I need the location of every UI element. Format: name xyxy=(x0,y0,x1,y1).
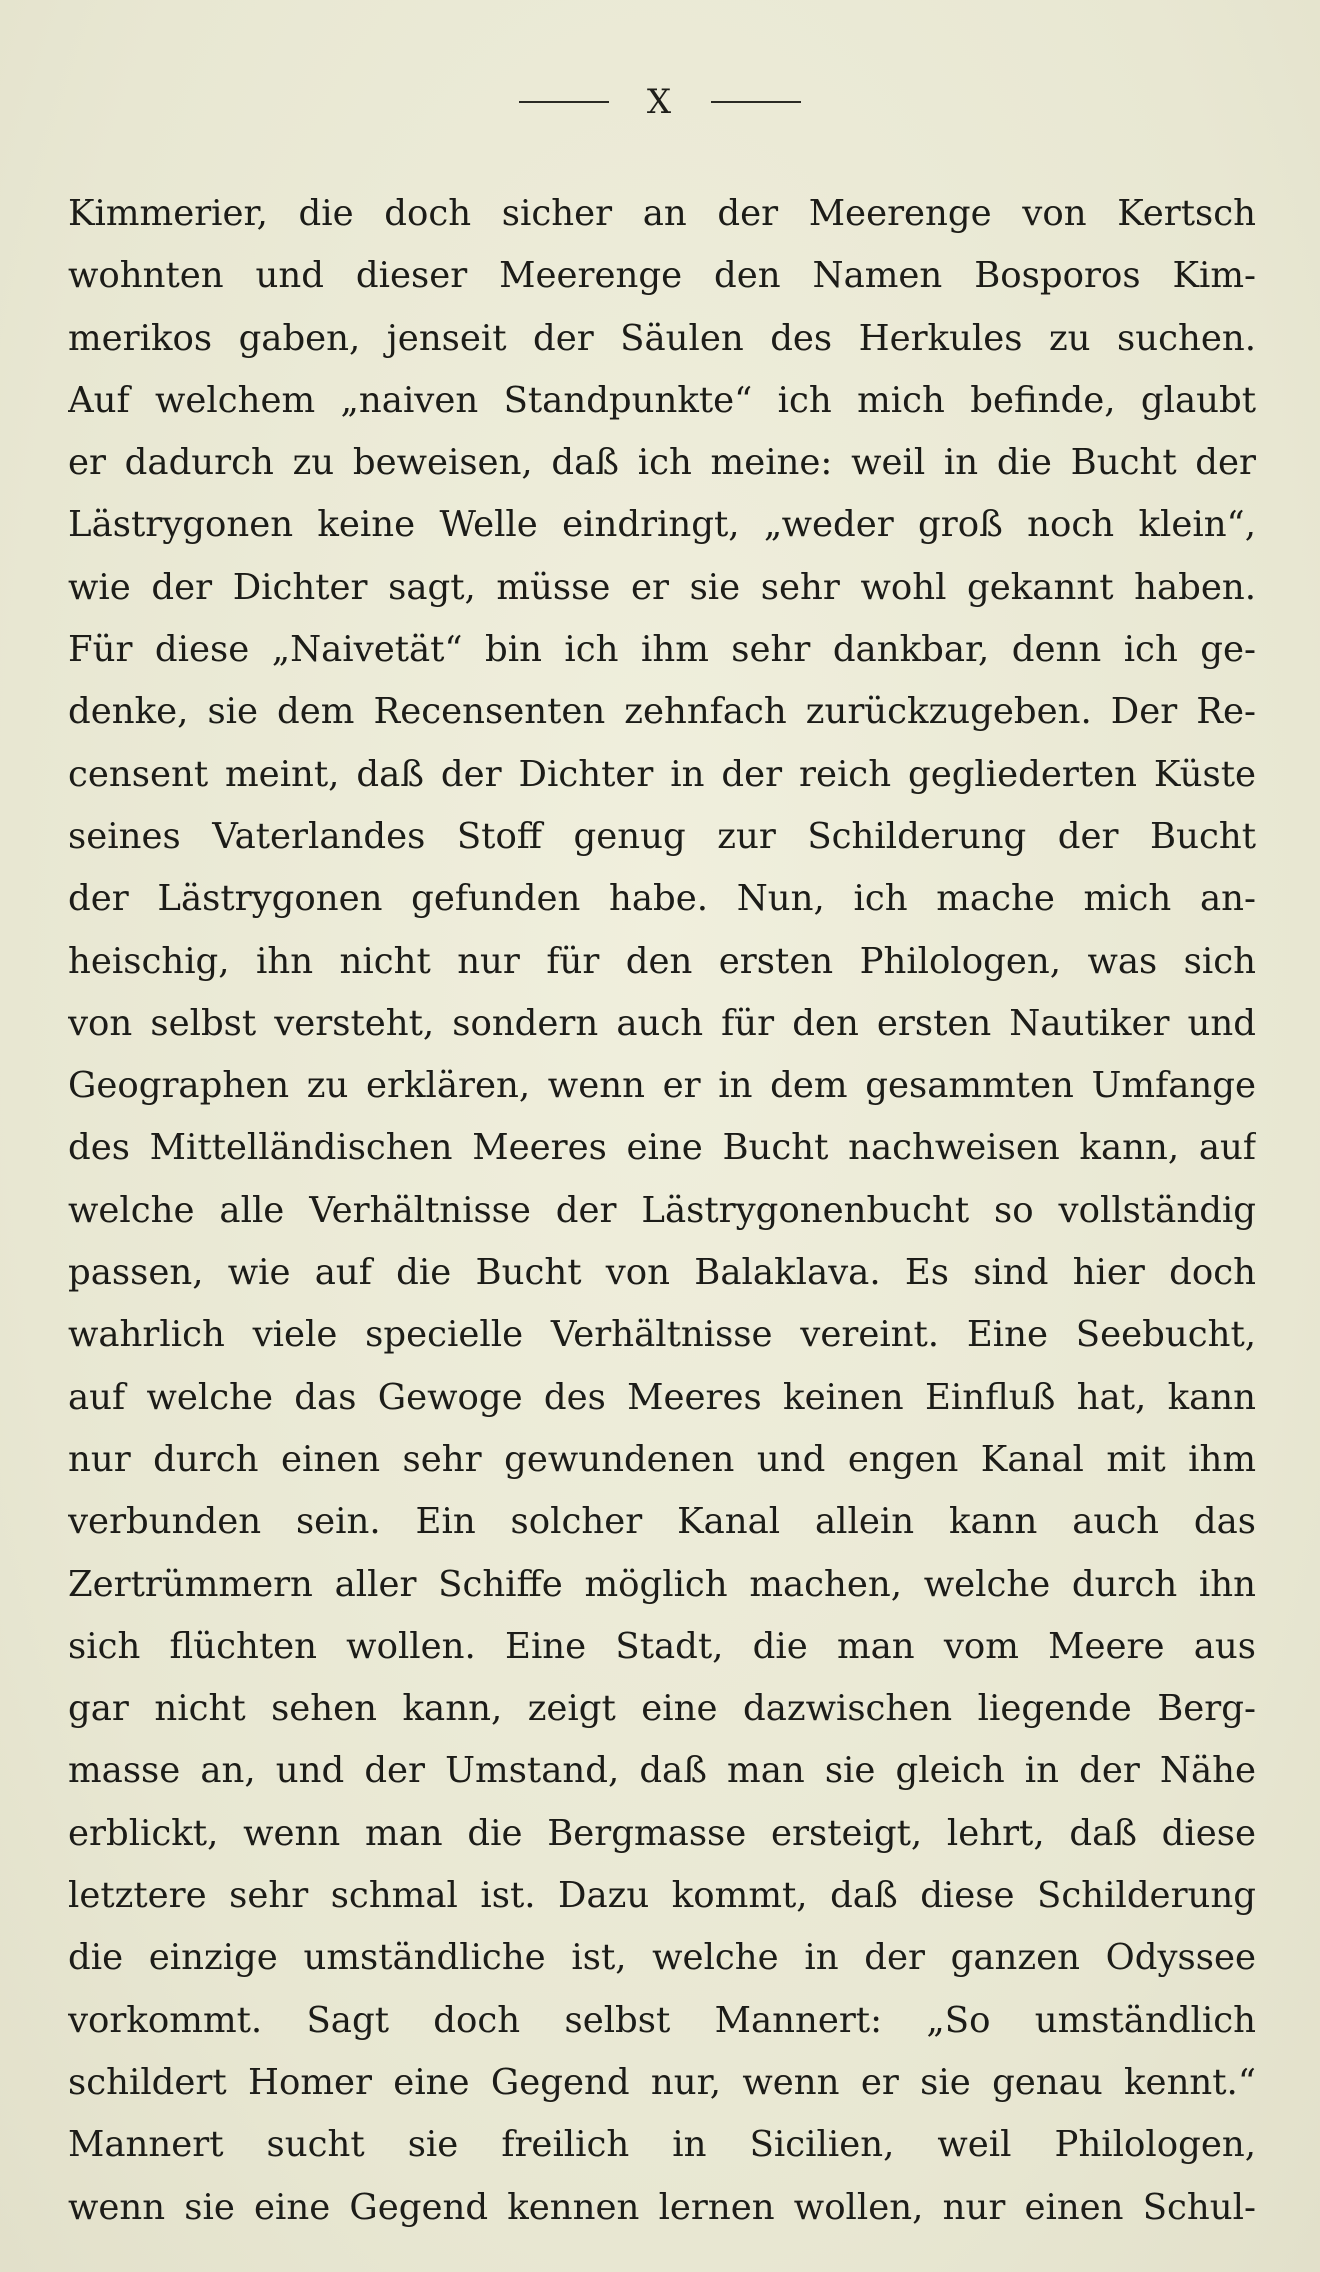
text-line: nur durch einen sehr gewundenen und engen Kanal mit ihm xyxy=(68,1438,1256,1480)
header-rule-right xyxy=(711,101,801,103)
text-line: erblickt, wenn man die Bergmasse ersteigt, lehrt, daß diese xyxy=(68,1812,1256,1854)
text-line: gar nicht sehen kann, zeigt eine dazwischen liegende Berg- xyxy=(68,1688,1256,1730)
text-line: Auf welchem „naiven Standpunkte“ ich mich befinde, glaubt xyxy=(68,379,1256,421)
text-line: Geographen zu erklären, wenn er in dem gesammten Umfange xyxy=(68,1065,1256,1107)
header-rule-left xyxy=(519,101,609,103)
text-line: vorkommt. Sagt doch selbst Mannert: „So umständlich xyxy=(68,1999,1256,2041)
text-line: von selbst versteht, sondern auch für den ersten Nautiker und xyxy=(68,1002,1256,1044)
text-line: wie der Dichter sagt, müsse er sie sehr wohl gekannt haben. xyxy=(68,566,1256,608)
text-line: censent meint, daß der Dichter in der reich gegliederten Küste xyxy=(68,753,1256,795)
text-line: wohnten und dieser Meerenge den Namen Bosporos Kim- xyxy=(68,255,1256,297)
text-line: seines Vaterlandes Stoff genug zur Schilderung der Bucht xyxy=(68,815,1256,857)
text-line: Zertrümmern aller Schiffe möglich machen, welche durch ihn xyxy=(68,1563,1256,1605)
text-line: auf welche das Gewoge des Meeres keinen Einfluß hat, kann xyxy=(68,1376,1256,1418)
text-line: die einzige umständliche ist, welche in der ganzen Odyssee xyxy=(68,1937,1256,1979)
text-line: schildert Homer eine Gegend nur, wenn er sie genau kennt.“ xyxy=(68,2061,1256,2103)
text-line: letztere sehr schmal ist. Dazu kommt, daß diese Schilderung xyxy=(68,1875,1256,1917)
text-line: Kimmerier, die doch sicher an der Meerenge von Kertsch xyxy=(68,193,1256,234)
page-number: X xyxy=(646,82,674,122)
body-text xyxy=(68,183,1256,2239)
text-line: wahrlich viele specielle Verhältnisse vereint. Eine Seebucht, xyxy=(68,1314,1256,1356)
text-line: merikos gaben, jenseit der Säulen des Herkules zu suchen. xyxy=(68,317,1256,359)
text-line: verbunden sein. Ein solcher Kanal allein kann auch das xyxy=(68,1501,1256,1543)
text-line: sich flüchten wollen. Eine Stadt, die man vom Meere aus xyxy=(68,1625,1256,1667)
text-line: Für diese „Naivetät“ bin ich ihm sehr dankbar, denn ich ge- xyxy=(68,629,1256,671)
text-line: Mannert sucht sie freilich in Sicilien, weil Philologen, xyxy=(68,2124,1256,2166)
text-line: masse an, und der Umstand, daß man sie gleich in der Nähe xyxy=(68,1750,1256,1792)
text-line: Lästrygonen keine Welle eindringt, „weder groß noch klein“, xyxy=(68,504,1256,546)
text-line: heischig, ihn nicht nur für den ersten Philologen, was sich xyxy=(68,940,1256,982)
text-line: der Lästrygonen gefunden habe. Nun, ich mache mich an- xyxy=(68,878,1256,920)
text-line: des Mittelländischen Meeres eine Bucht nachweisen kann, auf xyxy=(68,1127,1256,1169)
text-line: wenn sie eine Gegend kennen lernen wollen, nur einen Schul- xyxy=(68,2186,1256,2228)
page-header xyxy=(0,82,1320,122)
text-line: er dadurch zu beweisen, daß ich meine: weil in die Bucht der xyxy=(68,442,1256,484)
text-line: passen, wie auf die Bucht von Balaklava. Es sind hier doch xyxy=(68,1252,1256,1294)
text-line: denke, sie dem Recensenten zehnfach zurückzugeben. Der Re- xyxy=(68,691,1256,733)
text-line: welche alle Verhältnisse der Lästrygonenbucht so vollständig xyxy=(68,1189,1256,1231)
